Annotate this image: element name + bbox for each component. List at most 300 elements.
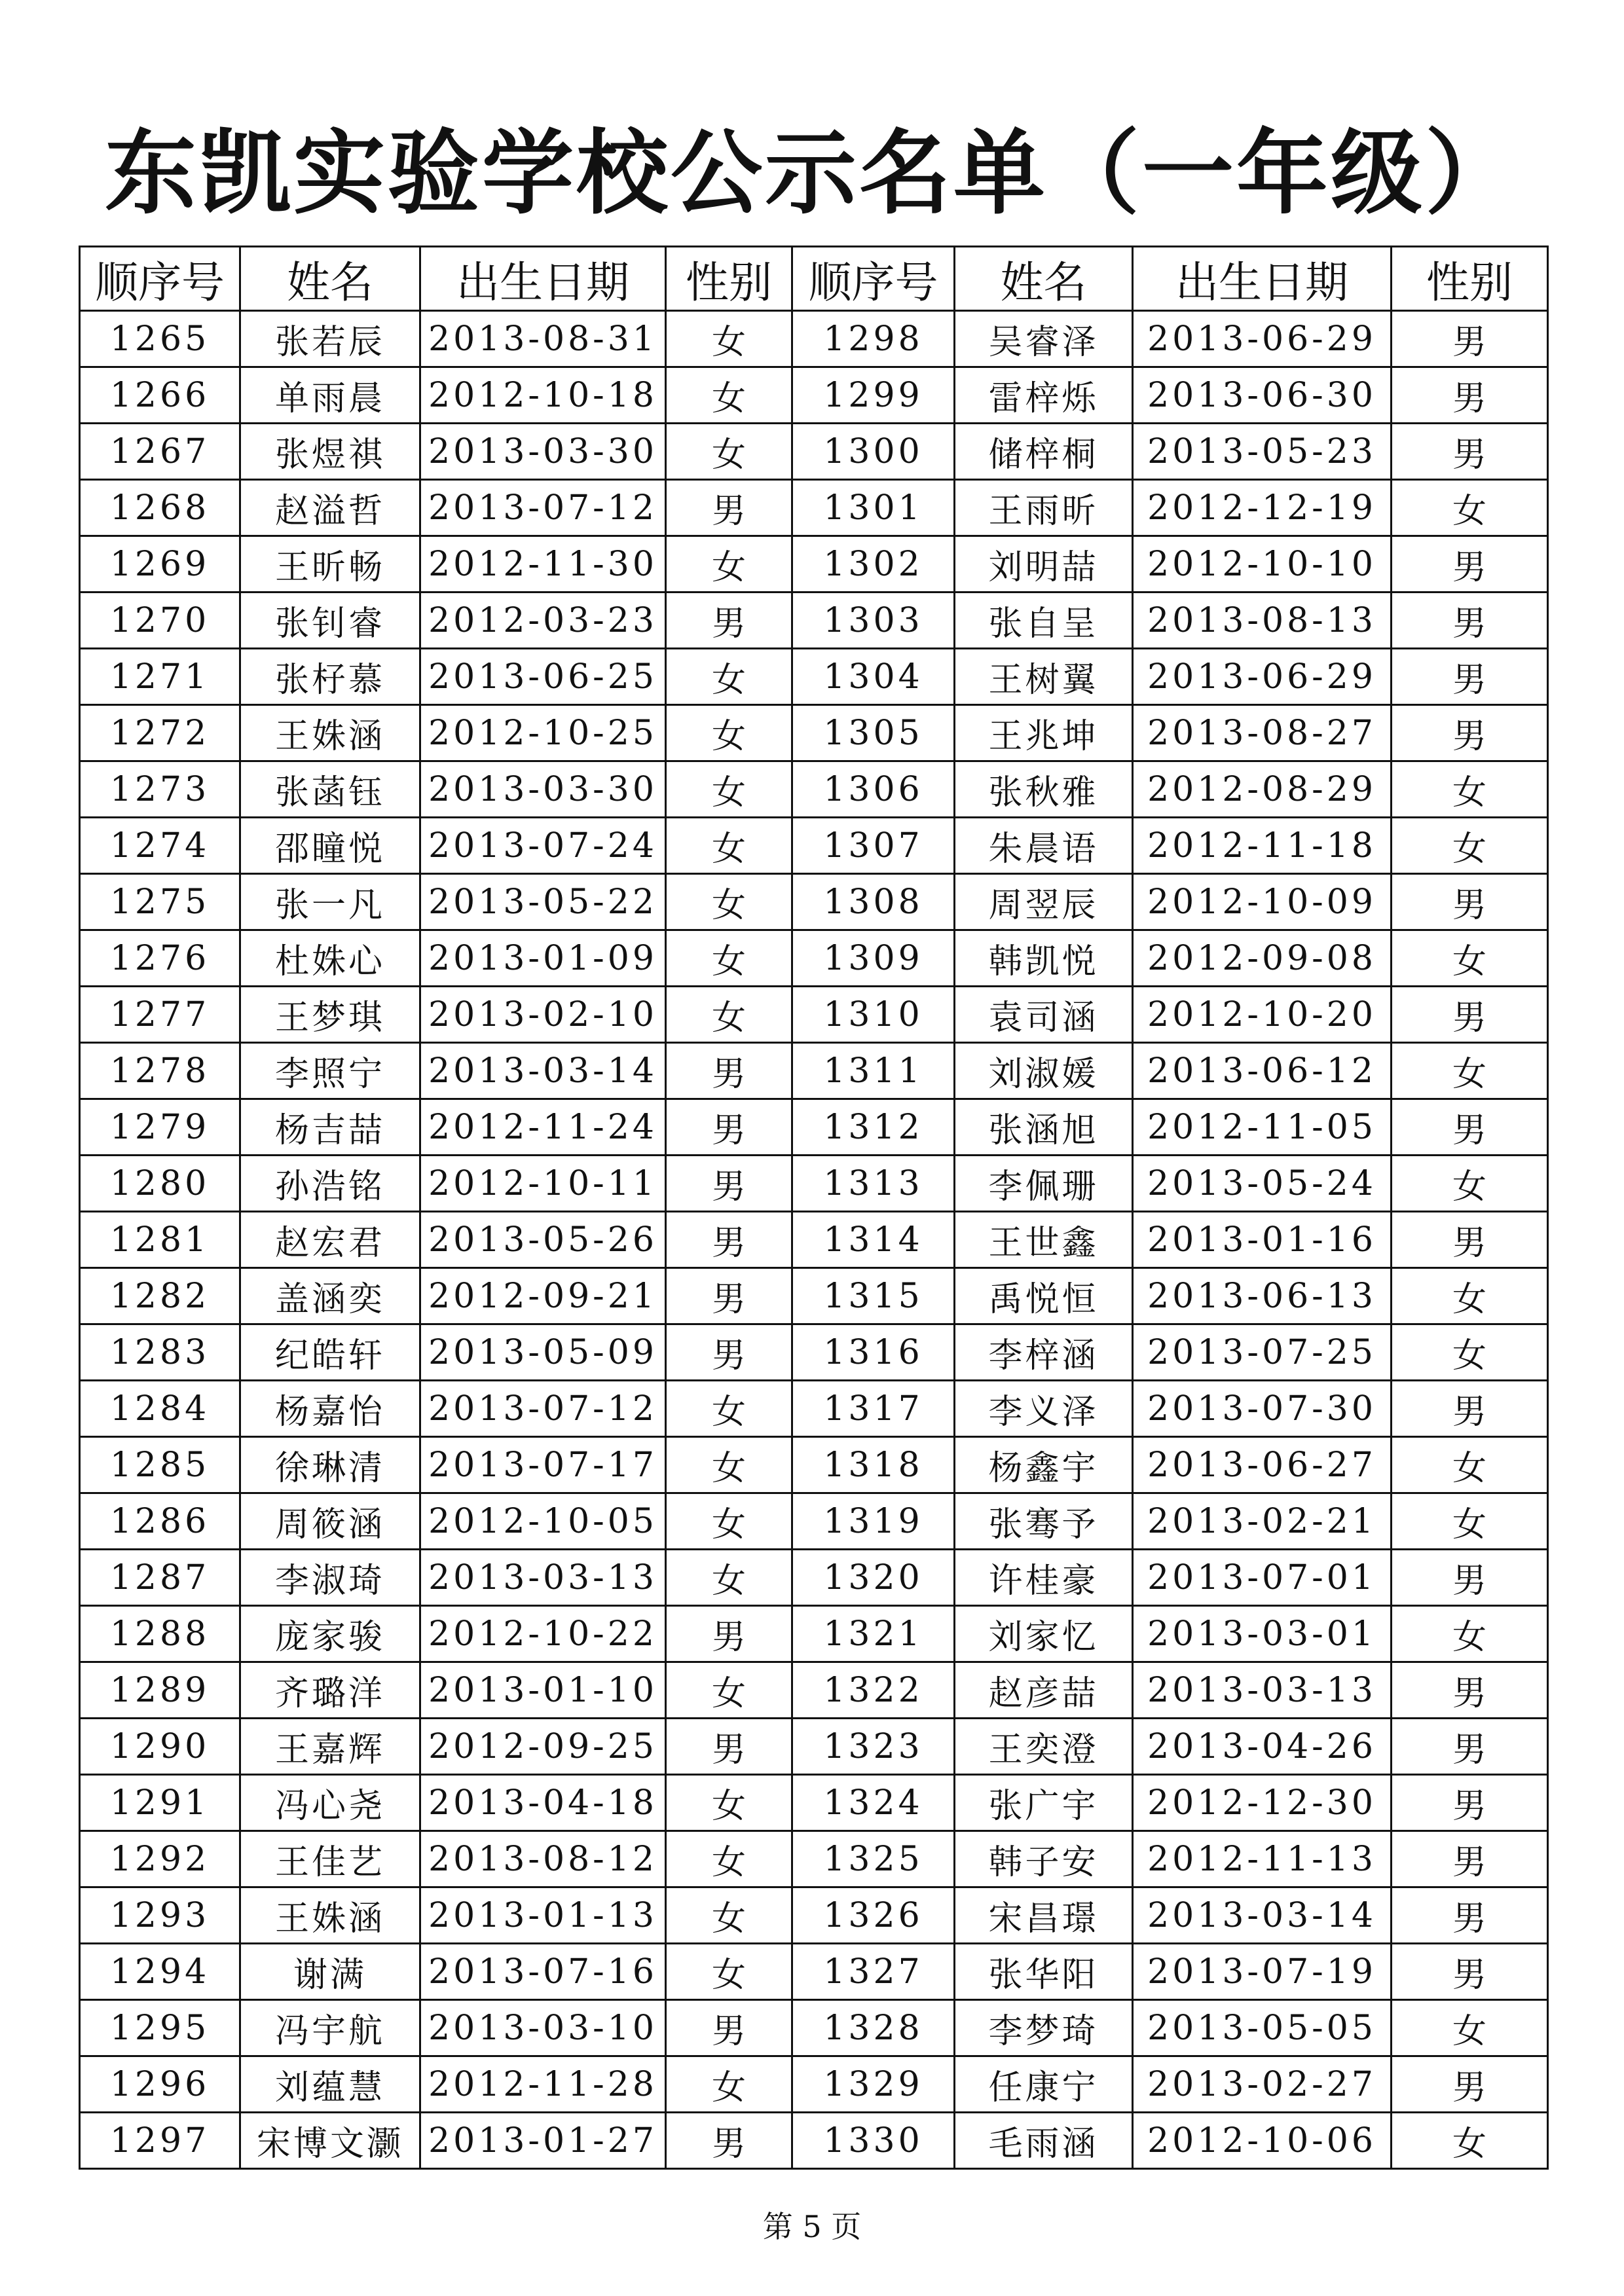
- right-birthdate-cell: 2012-08-29: [1133, 761, 1392, 818]
- right-name-cell: 王雨昕: [955, 480, 1133, 536]
- right-seq-cell: 1308: [792, 874, 955, 930]
- left-seq-cell: 1277: [80, 987, 240, 1043]
- right-birthdate-cell: 2013-07-30: [1133, 1381, 1392, 1437]
- right-gender-cell: 男: [1392, 1662, 1548, 1719]
- right-name-cell: 韩子安: [955, 1831, 1133, 1887]
- right-seq-cell: 1323: [792, 1719, 955, 1775]
- right-birthdate-cell: 2013-05-24: [1133, 1156, 1392, 1212]
- left-seq-cell: 1288: [80, 1606, 240, 1662]
- right-gender-cell: 女: [1392, 1156, 1548, 1212]
- right-name-cell: 李梓涵: [955, 1324, 1133, 1381]
- left-seq-cell: 1276: [80, 930, 240, 987]
- right-seq-cell: 1315: [792, 1268, 955, 1324]
- right-birthdate-cell: 2012-12-30: [1133, 1775, 1392, 1831]
- right-birthdate-cell: 2013-01-16: [1133, 1212, 1392, 1268]
- left-gender-cell: 男: [666, 592, 792, 649]
- header-name-left: 姓名: [240, 247, 420, 311]
- right-gender-cell: 女: [1392, 930, 1548, 987]
- table-row: [80, 1493, 1548, 1550]
- right-birthdate-cell: 2012-11-18: [1133, 818, 1392, 874]
- right-seq-cell: 1322: [792, 1662, 955, 1719]
- right-gender-cell: 男: [1392, 2056, 1548, 2113]
- left-seq-cell: 1280: [80, 1156, 240, 1212]
- right-seq-cell: 1300: [792, 424, 955, 480]
- right-gender-cell: 男: [1392, 1944, 1548, 2000]
- table-row: [80, 1099, 1548, 1156]
- left-gender-cell: 男: [666, 1212, 792, 1268]
- left-seq-cell: 1278: [80, 1043, 240, 1099]
- table-row: [80, 592, 1548, 649]
- left-birthdate-cell: 2013-03-14: [420, 1043, 666, 1099]
- right-name-cell: 杨鑫宇: [955, 1437, 1133, 1493]
- left-name-cell: 盖涵奕: [240, 1268, 420, 1324]
- right-name-cell: 储梓桐: [955, 424, 1133, 480]
- left-seq-cell: 1285: [80, 1437, 240, 1493]
- right-name-cell: 韩凯悦: [955, 930, 1133, 987]
- left-birthdate-cell: 2013-08-31: [420, 311, 666, 367]
- right-gender-cell: 男: [1392, 1550, 1548, 1606]
- table-row: [80, 1944, 1548, 2000]
- right-name-cell: 刘明喆: [955, 536, 1133, 592]
- right-gender-cell: 男: [1392, 649, 1548, 705]
- right-name-cell: 张华阳: [955, 1944, 1133, 2000]
- left-birthdate-cell: 2012-10-18: [420, 367, 666, 424]
- table-row: [80, 930, 1548, 987]
- left-seq-cell: 1283: [80, 1324, 240, 1381]
- left-birthdate-cell: 2013-01-10: [420, 1662, 666, 1719]
- left-name-cell: 杨嘉怡: [240, 1381, 420, 1437]
- table-row: [80, 1381, 1548, 1437]
- right-seq-cell: 1313: [792, 1156, 955, 1212]
- left-gender-cell: 女: [666, 705, 792, 761]
- left-birthdate-cell: 2013-08-12: [420, 1831, 666, 1887]
- page-number: 第 5 页: [762, 2209, 862, 2244]
- left-name-cell: 纪皓轩: [240, 1324, 420, 1381]
- right-gender-cell: 男: [1392, 1212, 1548, 1268]
- right-gender-cell: 男: [1392, 1887, 1548, 1944]
- left-seq-cell: 1282: [80, 1268, 240, 1324]
- right-name-cell: 袁司涵: [955, 987, 1133, 1043]
- table-row: [80, 1550, 1548, 1606]
- left-birthdate-cell: 2012-11-24: [420, 1099, 666, 1156]
- right-name-cell: 王兆坤: [955, 705, 1133, 761]
- right-birthdate-cell: 2013-06-27: [1133, 1437, 1392, 1493]
- right-seq-cell: 1309: [792, 930, 955, 987]
- right-name-cell: 宋昌璟: [955, 1887, 1133, 1944]
- left-gender-cell: 男: [666, 1043, 792, 1099]
- table-row: [80, 1662, 1548, 1719]
- left-birthdate-cell: 2013-06-25: [420, 649, 666, 705]
- right-gender-cell: 女: [1392, 818, 1548, 874]
- left-gender-cell: 女: [666, 1831, 792, 1887]
- table-row: [80, 987, 1548, 1043]
- left-seq-cell: 1269: [80, 536, 240, 592]
- header-gender-left: 性别: [666, 247, 792, 311]
- right-seq-cell: 1324: [792, 1775, 955, 1831]
- table-row: [80, 424, 1548, 480]
- right-name-cell: 李义泽: [955, 1381, 1133, 1437]
- right-name-cell: 赵彦喆: [955, 1662, 1133, 1719]
- right-birthdate-cell: 2013-08-27: [1133, 705, 1392, 761]
- left-seq-cell: 1291: [80, 1775, 240, 1831]
- right-name-cell: 吴睿泽: [955, 311, 1133, 367]
- right-seq-cell: 1330: [792, 2113, 955, 2169]
- right-seq-cell: 1303: [792, 592, 955, 649]
- left-name-cell: 张钊睿: [240, 592, 420, 649]
- right-seq-cell: 1307: [792, 818, 955, 874]
- header-birthdate-right: 出生日期: [1133, 247, 1392, 311]
- left-name-cell: 孙浩铭: [240, 1156, 420, 1212]
- right-seq-cell: 1316: [792, 1324, 955, 1381]
- right-seq-cell: 1305: [792, 705, 955, 761]
- left-seq-cell: 1290: [80, 1719, 240, 1775]
- left-name-cell: 单雨晨: [240, 367, 420, 424]
- right-seq-cell: 1299: [792, 367, 955, 424]
- table-row: [80, 2113, 1548, 2169]
- left-name-cell: 王嘉辉: [240, 1719, 420, 1775]
- left-gender-cell: 女: [666, 818, 792, 874]
- table-row: [80, 1887, 1548, 1944]
- table-row: [80, 2056, 1548, 2113]
- right-gender-cell: 女: [1392, 2113, 1548, 2169]
- right-seq-cell: 1312: [792, 1099, 955, 1156]
- left-gender-cell: 男: [666, 1268, 792, 1324]
- left-name-cell: 杨吉喆: [240, 1099, 420, 1156]
- right-name-cell: 王树翼: [955, 649, 1133, 705]
- right-name-cell: 张涵旭: [955, 1099, 1133, 1156]
- table-row: [80, 818, 1548, 874]
- right-seq-cell: 1318: [792, 1437, 955, 1493]
- left-birthdate-cell: 2012-10-05: [420, 1493, 666, 1550]
- left-gender-cell: 男: [666, 1156, 792, 1212]
- table-row: [80, 480, 1548, 536]
- left-gender-cell: 女: [666, 1493, 792, 1550]
- right-seq-cell: 1310: [792, 987, 955, 1043]
- right-gender-cell: 男: [1392, 1719, 1548, 1775]
- left-name-cell: 王姝涵: [240, 1887, 420, 1944]
- right-gender-cell: 女: [1392, 1324, 1548, 1381]
- left-gender-cell: 女: [666, 2056, 792, 2113]
- table-row: [80, 761, 1548, 818]
- right-seq-cell: 1298: [792, 311, 955, 367]
- right-seq-cell: 1311: [792, 1043, 955, 1099]
- left-birthdate-cell: 2013-07-24: [420, 818, 666, 874]
- header-row: [80, 247, 1548, 311]
- right-gender-cell: 男: [1392, 1099, 1548, 1156]
- left-birthdate-cell: 2013-04-18: [420, 1775, 666, 1831]
- left-seq-cell: 1287: [80, 1550, 240, 1606]
- left-birthdate-cell: 2013-05-22: [420, 874, 666, 930]
- left-name-cell: 徐琳清: [240, 1437, 420, 1493]
- roster-table: [79, 246, 1549, 2170]
- right-birthdate-cell: 2013-03-01: [1133, 1606, 1392, 1662]
- left-gender-cell: 男: [666, 1099, 792, 1156]
- left-gender-cell: 男: [666, 1719, 792, 1775]
- header-seq-right: 顺序号: [792, 247, 955, 311]
- table-row: [80, 1606, 1548, 1662]
- right-seq-cell: 1325: [792, 1831, 955, 1887]
- left-gender-cell: 男: [666, 2000, 792, 2056]
- left-name-cell: 赵宏君: [240, 1212, 420, 1268]
- left-seq-cell: 1293: [80, 1887, 240, 1944]
- left-gender-cell: 女: [666, 1437, 792, 1493]
- right-gender-cell: 男: [1392, 1381, 1548, 1437]
- left-seq-cell: 1274: [80, 818, 240, 874]
- left-name-cell: 王佳艺: [240, 1831, 420, 1887]
- left-seq-cell: 1295: [80, 2000, 240, 2056]
- left-gender-cell: 男: [666, 1606, 792, 1662]
- table-row: [80, 1043, 1548, 1099]
- right-birthdate-cell: 2012-12-19: [1133, 480, 1392, 536]
- right-name-cell: 许桂豪: [955, 1550, 1133, 1606]
- left-gender-cell: 女: [666, 761, 792, 818]
- right-seq-cell: 1321: [792, 1606, 955, 1662]
- right-birthdate-cell: 2012-10-09: [1133, 874, 1392, 930]
- right-seq-cell: 1328: [792, 2000, 955, 2056]
- left-name-cell: 宋博文灏: [240, 2113, 420, 2169]
- right-seq-cell: 1329: [792, 2056, 955, 2113]
- left-birthdate-cell: 2013-03-13: [420, 1550, 666, 1606]
- left-seq-cell: 1286: [80, 1493, 240, 1550]
- table-row: [80, 1212, 1548, 1268]
- left-seq-cell: 1271: [80, 649, 240, 705]
- table-row: [80, 311, 1548, 367]
- left-name-cell: 李照宁: [240, 1043, 420, 1099]
- table-row: [80, 1437, 1548, 1493]
- header-birthdate-left: 出生日期: [420, 247, 666, 311]
- header-name-right: 姓名: [955, 247, 1133, 311]
- right-birthdate-cell: 2013-06-30: [1133, 367, 1392, 424]
- left-name-cell: 庞家骏: [240, 1606, 420, 1662]
- left-name-cell: 刘蕴慧: [240, 2056, 420, 2113]
- left-gender-cell: 女: [666, 367, 792, 424]
- left-gender-cell: 女: [666, 424, 792, 480]
- left-name-cell: 冯心尧: [240, 1775, 420, 1831]
- left-birthdate-cell: 2013-03-10: [420, 2000, 666, 2056]
- left-seq-cell: 1272: [80, 705, 240, 761]
- right-birthdate-cell: 2013-03-14: [1133, 1887, 1392, 1944]
- left-birthdate-cell: 2013-07-17: [420, 1437, 666, 1493]
- left-name-cell: 张菡钰: [240, 761, 420, 818]
- left-name-cell: 周筱涵: [240, 1493, 420, 1550]
- right-name-cell: 刘家忆: [955, 1606, 1133, 1662]
- table-row: [80, 2000, 1548, 2056]
- left-birthdate-cell: 2013-07-12: [420, 1381, 666, 1437]
- left-gender-cell: 女: [666, 874, 792, 930]
- left-name-cell: 谢满: [240, 1944, 420, 2000]
- table-row: [80, 705, 1548, 761]
- left-name-cell: 赵溢哲: [240, 480, 420, 536]
- right-gender-cell: 男: [1392, 367, 1548, 424]
- left-name-cell: 邵瞳悦: [240, 818, 420, 874]
- right-birthdate-cell: 2013-02-27: [1133, 2056, 1392, 2113]
- right-name-cell: 刘淑媛: [955, 1043, 1133, 1099]
- right-gender-cell: 女: [1392, 1606, 1548, 1662]
- left-name-cell: 王姝涵: [240, 705, 420, 761]
- left-birthdate-cell: 2012-10-25: [420, 705, 666, 761]
- left-gender-cell: 女: [666, 311, 792, 367]
- right-gender-cell: 男: [1392, 424, 1548, 480]
- left-name-cell: 张煜祺: [240, 424, 420, 480]
- table-row: [80, 1775, 1548, 1831]
- left-gender-cell: 女: [666, 1775, 792, 1831]
- left-seq-cell: 1265: [80, 311, 240, 367]
- roster-body: [80, 311, 1548, 2169]
- right-gender-cell: 男: [1392, 311, 1548, 367]
- right-birthdate-cell: 2013-07-25: [1133, 1324, 1392, 1381]
- left-seq-cell: 1281: [80, 1212, 240, 1268]
- left-seq-cell: 1268: [80, 480, 240, 536]
- right-seq-cell: 1306: [792, 761, 955, 818]
- right-gender-cell: 女: [1392, 1493, 1548, 1550]
- right-gender-cell: 男: [1392, 705, 1548, 761]
- right-seq-cell: 1302: [792, 536, 955, 592]
- left-seq-cell: 1279: [80, 1099, 240, 1156]
- left-name-cell: 杜姝心: [240, 930, 420, 987]
- right-seq-cell: 1304: [792, 649, 955, 705]
- left-gender-cell: 男: [666, 1324, 792, 1381]
- right-seq-cell: 1327: [792, 1944, 955, 2000]
- table-row: [80, 649, 1548, 705]
- right-birthdate-cell: 2013-05-23: [1133, 424, 1392, 480]
- left-gender-cell: 女: [666, 649, 792, 705]
- left-birthdate-cell: 2012-09-25: [420, 1719, 666, 1775]
- right-name-cell: 张广宇: [955, 1775, 1133, 1831]
- left-name-cell: 王昕畅: [240, 536, 420, 592]
- left-gender-cell: 男: [666, 2113, 792, 2169]
- right-birthdate-cell: 2013-06-29: [1133, 311, 1392, 367]
- left-seq-cell: 1275: [80, 874, 240, 930]
- table-row: [80, 874, 1548, 930]
- left-seq-cell: 1270: [80, 592, 240, 649]
- right-name-cell: 王世鑫: [955, 1212, 1133, 1268]
- left-name-cell: 张杍慕: [240, 649, 420, 705]
- left-gender-cell: 女: [666, 1887, 792, 1944]
- right-gender-cell: 男: [1392, 874, 1548, 930]
- table-row: [80, 1719, 1548, 1775]
- left-name-cell: 冯宇航: [240, 2000, 420, 2056]
- left-birthdate-cell: 2013-05-09: [420, 1324, 666, 1381]
- right-birthdate-cell: 2013-07-01: [1133, 1550, 1392, 1606]
- left-name-cell: 张若辰: [240, 311, 420, 367]
- right-birthdate-cell: 2012-09-08: [1133, 930, 1392, 987]
- right-name-cell: 李佩珊: [955, 1156, 1133, 1212]
- right-gender-cell: 女: [1392, 761, 1548, 818]
- left-gender-cell: 女: [666, 1662, 792, 1719]
- left-birthdate-cell: 2013-01-27: [420, 2113, 666, 2169]
- right-birthdate-cell: 2013-06-12: [1133, 1043, 1392, 1099]
- left-name-cell: 张一凡: [240, 874, 420, 930]
- left-birthdate-cell: 2013-07-16: [420, 1944, 666, 2000]
- right-birthdate-cell: 2013-03-13: [1133, 1662, 1392, 1719]
- left-seq-cell: 1284: [80, 1381, 240, 1437]
- right-seq-cell: 1314: [792, 1212, 955, 1268]
- right-name-cell: 雷梓烁: [955, 367, 1133, 424]
- right-birthdate-cell: 2013-07-19: [1133, 1944, 1392, 2000]
- left-gender-cell: 男: [666, 480, 792, 536]
- right-birthdate-cell: 2013-04-26: [1133, 1719, 1392, 1775]
- table-row: [80, 367, 1548, 424]
- right-gender-cell: 男: [1392, 592, 1548, 649]
- right-birthdate-cell: 2012-10-10: [1133, 536, 1392, 592]
- left-birthdate-cell: 2012-09-21: [420, 1268, 666, 1324]
- left-gender-cell: 女: [666, 1381, 792, 1437]
- left-name-cell: 李淑琦: [240, 1550, 420, 1606]
- right-seq-cell: 1320: [792, 1550, 955, 1606]
- right-gender-cell: 女: [1392, 1268, 1548, 1324]
- right-name-cell: 李梦琦: [955, 2000, 1133, 2056]
- right-name-cell: 任康宁: [955, 2056, 1133, 2113]
- left-seq-cell: 1267: [80, 424, 240, 480]
- left-seq-cell: 1292: [80, 1831, 240, 1887]
- table-row: [80, 1268, 1548, 1324]
- left-birthdate-cell: 2013-03-30: [420, 424, 666, 480]
- right-name-cell: 周翌辰: [955, 874, 1133, 930]
- table-row: [80, 1831, 1548, 1887]
- header-gender-right: 性别: [1392, 247, 1548, 311]
- left-seq-cell: 1297: [80, 2113, 240, 2169]
- right-birthdate-cell: 2013-06-13: [1133, 1268, 1392, 1324]
- left-gender-cell: 女: [666, 930, 792, 987]
- right-gender-cell: 女: [1392, 1437, 1548, 1493]
- right-birthdate-cell: 2012-10-06: [1133, 2113, 1392, 2169]
- right-birthdate-cell: 2012-11-05: [1133, 1099, 1392, 1156]
- left-birthdate-cell: 2012-03-23: [420, 592, 666, 649]
- left-birthdate-cell: 2013-05-26: [420, 1212, 666, 1268]
- left-birthdate-cell: 2013-01-09: [420, 930, 666, 987]
- left-birthdate-cell: 2013-03-30: [420, 761, 666, 818]
- right-name-cell: 毛雨涵: [955, 2113, 1133, 2169]
- right-name-cell: 张骞予: [955, 1493, 1133, 1550]
- right-seq-cell: 1301: [792, 480, 955, 536]
- right-birthdate-cell: 2013-05-05: [1133, 2000, 1392, 2056]
- left-seq-cell: 1266: [80, 367, 240, 424]
- page-title: 东凯实验学校公示名单（一年级）: [104, 120, 1519, 227]
- right-name-cell: 王奕澄: [955, 1719, 1133, 1775]
- left-birthdate-cell: 2012-11-28: [420, 2056, 666, 2113]
- right-name-cell: 禹悦恒: [955, 1268, 1133, 1324]
- left-seq-cell: 1294: [80, 1944, 240, 2000]
- left-seq-cell: 1289: [80, 1662, 240, 1719]
- left-seq-cell: 1273: [80, 761, 240, 818]
- right-birthdate-cell: 2013-06-29: [1133, 649, 1392, 705]
- right-name-cell: 张秋雅: [955, 761, 1133, 818]
- left-seq-cell: 1296: [80, 2056, 240, 2113]
- right-birthdate-cell: 2013-02-21: [1133, 1493, 1392, 1550]
- left-birthdate-cell: 2013-01-13: [420, 1887, 666, 1944]
- left-birthdate-cell: 2012-10-11: [420, 1156, 666, 1212]
- left-birthdate-cell: 2012-11-30: [420, 536, 666, 592]
- left-gender-cell: 女: [666, 987, 792, 1043]
- left-birthdate-cell: 2013-02-10: [420, 987, 666, 1043]
- table-row: [80, 536, 1548, 592]
- right-seq-cell: 1326: [792, 1887, 955, 1944]
- right-seq-cell: 1317: [792, 1381, 955, 1437]
- right-name-cell: 张自呈: [955, 592, 1133, 649]
- right-gender-cell: 女: [1392, 480, 1548, 536]
- left-gender-cell: 女: [666, 1944, 792, 2000]
- left-name-cell: 齐璐洋: [240, 1662, 420, 1719]
- left-gender-cell: 女: [666, 1550, 792, 1606]
- right-gender-cell: 男: [1392, 1831, 1548, 1887]
- left-birthdate-cell: 2013-07-12: [420, 480, 666, 536]
- right-birthdate-cell: 2012-10-20: [1133, 987, 1392, 1043]
- right-gender-cell: 男: [1392, 536, 1548, 592]
- right-birthdate-cell: 2012-11-13: [1133, 1831, 1392, 1887]
- right-gender-cell: 男: [1392, 1775, 1548, 1831]
- table-row: [80, 1324, 1548, 1381]
- right-birthdate-cell: 2013-08-13: [1133, 592, 1392, 649]
